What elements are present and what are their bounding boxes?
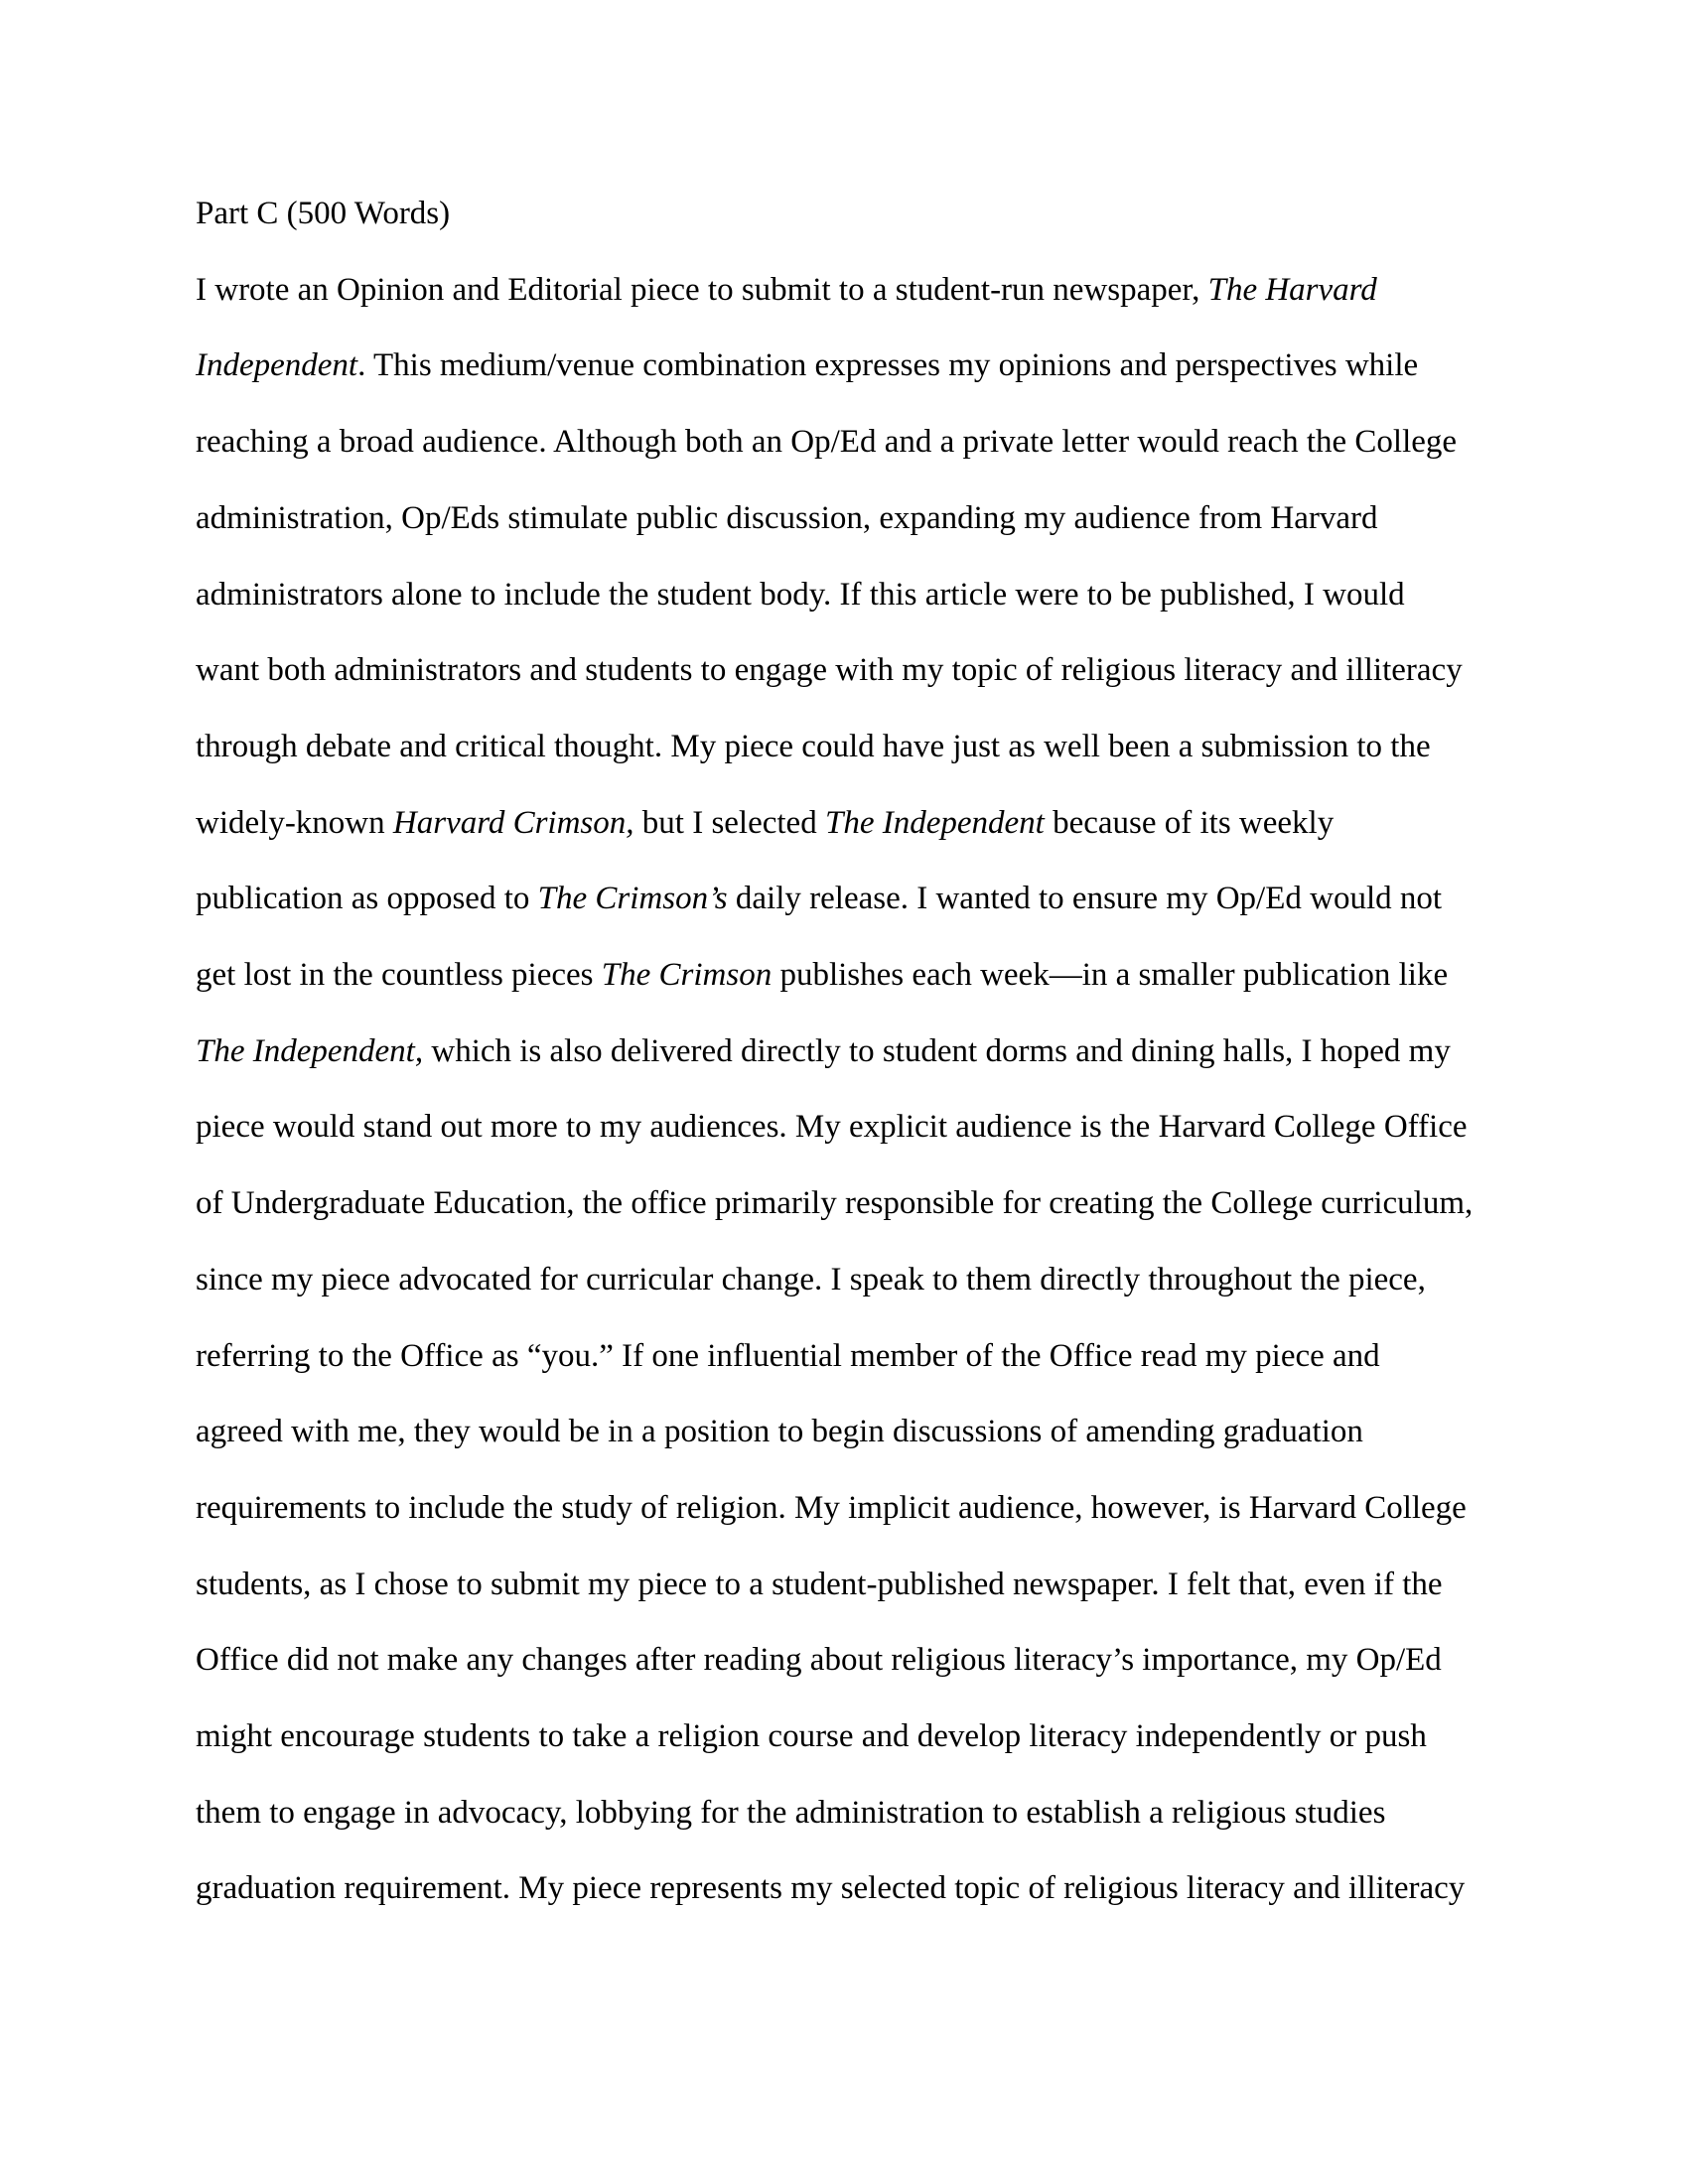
text-line xyxy=(196,861,1506,937)
text-line xyxy=(196,1394,1506,1470)
text-run: requirements to include the study of religion. My implicit audience, however, is Harvard College xyxy=(196,1489,1467,1526)
text-line xyxy=(196,252,1506,329)
italic-text-run: The Independent xyxy=(824,804,1045,841)
text-run: want both administrators and students to engage with my topic of religious literacy and illiteracy xyxy=(196,652,1463,689)
text-line xyxy=(196,328,1506,404)
text-line xyxy=(196,1547,1506,1623)
text-line xyxy=(196,557,1506,633)
text-run: but I selected xyxy=(633,804,825,841)
text-line xyxy=(196,1242,1506,1318)
text-line xyxy=(196,1165,1506,1242)
text-run: them to engage in advocacy, lobbying for the administration to establish a religious studies xyxy=(196,1794,1386,1831)
text-run: reaching a broad audience. Although both an Op/Ed and a private letter would reach the College xyxy=(196,424,1458,461)
text-line xyxy=(196,404,1506,480)
text-run: because of its weekly xyxy=(1044,804,1335,841)
italic-text-run: The Harvard xyxy=(1207,271,1377,308)
text-line xyxy=(196,1318,1506,1395)
italic-text-run: The Independent, xyxy=(196,1032,424,1069)
text-run: since my piece advocated for curricular change. I speak to them directly throughout the piece, xyxy=(196,1261,1426,1297)
essay-heading: Part C (500 Words) xyxy=(196,196,451,231)
text-run: of Undergraduate Education, the office primarily responsible for creating the College curriculum, xyxy=(196,1185,1474,1222)
text-run: students, as I chose to submit my piece to a student-published newspaper. I felt that, even if the xyxy=(196,1566,1443,1602)
text-run: might encourage students to take a religion course and develop literacy independently or push xyxy=(196,1718,1427,1755)
text-run: widely-known xyxy=(196,804,393,841)
italic-text-run: The Crimson xyxy=(601,957,773,994)
text-run: I wrote an Opinion and Editorial piece to submit to a student-run newspaper, xyxy=(196,271,1208,308)
text-line xyxy=(196,1775,1506,1851)
text-run: publication as opposed to xyxy=(196,881,538,917)
italic-text-run: The Crimson’s xyxy=(537,881,728,917)
text-line xyxy=(196,1089,1506,1165)
text-line xyxy=(196,632,1506,709)
text-run: . This medium/venue combination expresses my opinions and perspectives while xyxy=(357,347,1419,384)
text-line xyxy=(196,937,1506,1014)
text-run: which is also delivered directly to student dorms and dining halls, I hoped my xyxy=(423,1032,1451,1069)
text-line xyxy=(196,480,1506,557)
text-line xyxy=(196,709,1506,785)
text-line xyxy=(196,1622,1506,1699)
text-line xyxy=(196,1470,1506,1547)
text-run: daily release. I wanted to ensure my Op/Ed would not xyxy=(727,881,1443,917)
text-run: administration, Op/Eds stimulate public discussion, expanding my audience from Harvard xyxy=(196,499,1378,536)
text-run: publishes each week—in a smaller publication like xyxy=(772,957,1449,994)
text-run: piece would stand out more to my audiences. My explicit audience is the Harvard College Office xyxy=(196,1109,1468,1146)
text-line xyxy=(196,1699,1506,1775)
text-line xyxy=(196,785,1506,862)
text-run: administrators alone to include the student body. If this article were to be published, I would xyxy=(196,576,1405,613)
text-run: agreed with me, they would be in a position to begin discussions of amending graduation xyxy=(196,1414,1363,1450)
essay-body xyxy=(196,176,1506,1927)
text-run: graduation requirement. My piece represents my selected topic of religious literacy and illiteracy xyxy=(196,1870,1466,1907)
italic-text-run: Harvard Crimson, xyxy=(392,804,634,841)
italic-text-run: Independent xyxy=(196,347,358,384)
text-run: referring to the Office as “you.” If one influential member of the Office read my piece and xyxy=(196,1337,1380,1374)
text-run: Office did not make any changes after reading about religious literacy’s importance, my Op/Ed xyxy=(196,1642,1442,1679)
text-line xyxy=(196,1014,1506,1090)
text-line xyxy=(196,1850,1506,1927)
text-run: through debate and critical thought. My piece could have just as well been a submission to the xyxy=(196,728,1431,764)
text-run: get lost in the countless pieces xyxy=(196,957,602,994)
